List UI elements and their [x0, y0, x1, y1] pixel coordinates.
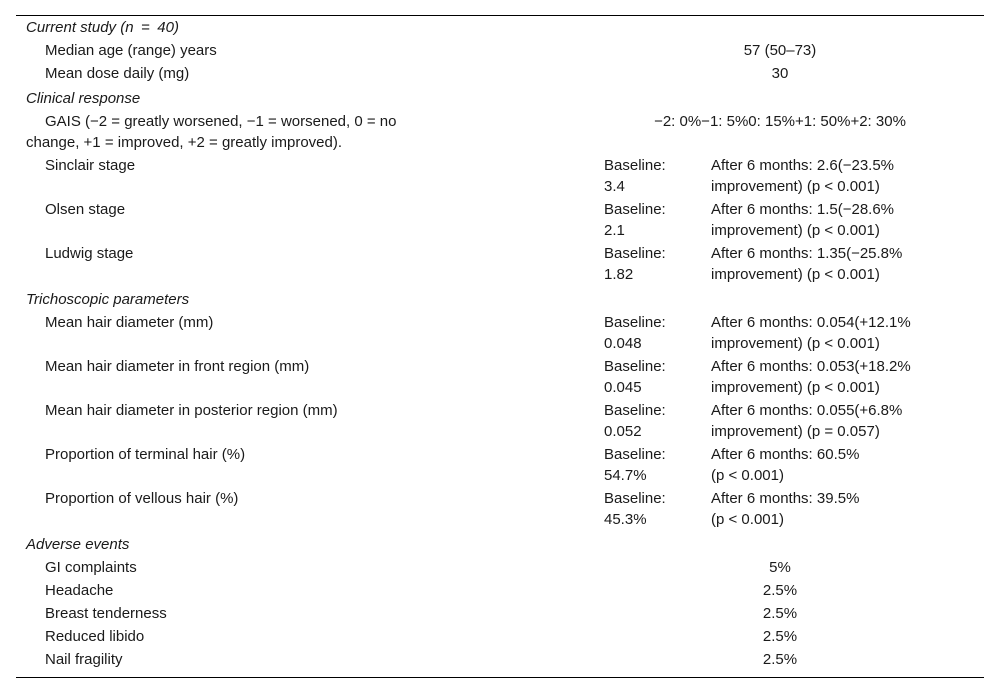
row-label-mean-diameter: Mean hair diameter (mm)	[45, 314, 214, 331]
baseline-label-ludwig: Baseline:	[604, 245, 666, 262]
after-line2-mean-diameter: improvement) (p < 0.001)	[711, 335, 880, 352]
section-adverse-events: Adverse events	[26, 536, 130, 553]
row-value-gais: −2: 0%−1: 5%0: 15%+1: 50%+2: 30%	[654, 113, 906, 130]
row-value-gi-complaints: 5%	[769, 559, 791, 576]
row-value-breast-tenderness: 2.5%	[762, 605, 798, 622]
after-line2-sinclair: improvement) (p < 0.001)	[711, 178, 880, 195]
after-line2-olsen: improvement) (p < 0.001)	[711, 222, 880, 239]
row-label-gais-line1: GAIS (−2 = greatly worsened, −1 = worsened, 0 = no	[45, 113, 397, 130]
baseline-value-sinclair: 3.4	[604, 178, 625, 195]
after-line2-vellous-hair: (p < 0.001)	[711, 511, 784, 528]
section-trichoscopic: Trichoscopic parameters	[26, 291, 190, 308]
after-line1-front-diameter: After 6 months: 0.053(+18.2%	[711, 358, 911, 375]
baseline-value-front-diameter: 0.045	[604, 379, 642, 396]
row-value-median-age: 57 (50–73)	[743, 42, 817, 59]
section-current-study: Current study (n = 40)	[26, 19, 179, 36]
baseline-label-terminal-hair: Baseline:	[604, 446, 666, 463]
after-line2-posterior-diameter: improvement) (p = 0.057)	[711, 423, 880, 440]
row-label-gi-complaints: GI complaints	[45, 559, 137, 576]
row-label-gais-line2: change, +1 = improved, +2 = greatly improved).	[26, 134, 343, 151]
row-value-reduced-libido: 2.5%	[762, 628, 798, 645]
row-label-vellous-hair: Proportion of vellous hair (%)	[45, 490, 239, 507]
after-line2-terminal-hair: (p < 0.001)	[711, 467, 784, 484]
row-value-headache: 2.5%	[762, 582, 798, 599]
baseline-label-sinclair: Baseline:	[604, 157, 666, 174]
baseline-value-ludwig: 1.82	[604, 266, 634, 283]
baseline-value-olsen: 2.1	[604, 222, 625, 239]
row-label-mean-dose: Mean dose daily (mg)	[45, 65, 190, 82]
after-line1-terminal-hair: After 6 months: 60.5%	[711, 446, 860, 463]
row-label-ludwig: Ludwig stage	[45, 245, 134, 262]
baseline-value-vellous-hair: 45.3%	[604, 511, 647, 528]
row-label-breast-tenderness: Breast tenderness	[45, 605, 167, 622]
after-line1-sinclair: After 6 months: 2.6(−23.5%	[711, 157, 895, 174]
baseline-value-posterior-diameter: 0.052	[604, 423, 642, 440]
after-line1-vellous-hair: After 6 months: 39.5%	[711, 490, 860, 507]
after-line1-olsen: After 6 months: 1.5(−28.6%	[711, 201, 895, 218]
row-label-front-diameter: Mean hair diameter in front region (mm)	[45, 358, 310, 375]
after-line2-front-diameter: improvement) (p < 0.001)	[711, 379, 880, 396]
row-label-sinclair: Sinclair stage	[45, 157, 136, 174]
baseline-label-posterior-diameter: Baseline:	[604, 402, 666, 419]
row-label-terminal-hair: Proportion of terminal hair (%)	[45, 446, 246, 463]
row-value-nail-fragility: 2.5%	[762, 651, 798, 668]
row-label-median-age: Median age (range) years	[45, 42, 217, 59]
baseline-label-mean-diameter: Baseline:	[604, 314, 666, 331]
baseline-value-terminal-hair: 54.7%	[604, 467, 647, 484]
row-label-olsen: Olsen stage	[45, 201, 126, 218]
section-clinical-response: Clinical response	[26, 90, 141, 107]
baseline-label-olsen: Baseline:	[604, 201, 666, 218]
baseline-label-front-diameter: Baseline:	[604, 358, 666, 375]
baseline-value-mean-diameter: 0.048	[604, 335, 642, 352]
row-label-nail-fragility: Nail fragility	[45, 651, 123, 668]
row-value-mean-dose: 30	[771, 65, 789, 82]
after-line2-ludwig: improvement) (p < 0.001)	[711, 266, 880, 283]
table-bottom-rule	[16, 677, 984, 678]
table-top-rule	[16, 15, 984, 16]
after-line1-posterior-diameter: After 6 months: 0.055(+6.8%	[711, 402, 903, 419]
after-line1-mean-diameter: After 6 months: 0.054(+12.1%	[711, 314, 911, 331]
baseline-label-vellous-hair: Baseline:	[604, 490, 666, 507]
after-line1-ludwig: After 6 months: 1.35(−25.8%	[711, 245, 903, 262]
row-label-headache: Headache	[45, 582, 114, 599]
row-label-reduced-libido: Reduced libido	[45, 628, 145, 645]
row-label-posterior-diameter: Mean hair diameter in posterior region (mm)	[45, 402, 338, 419]
